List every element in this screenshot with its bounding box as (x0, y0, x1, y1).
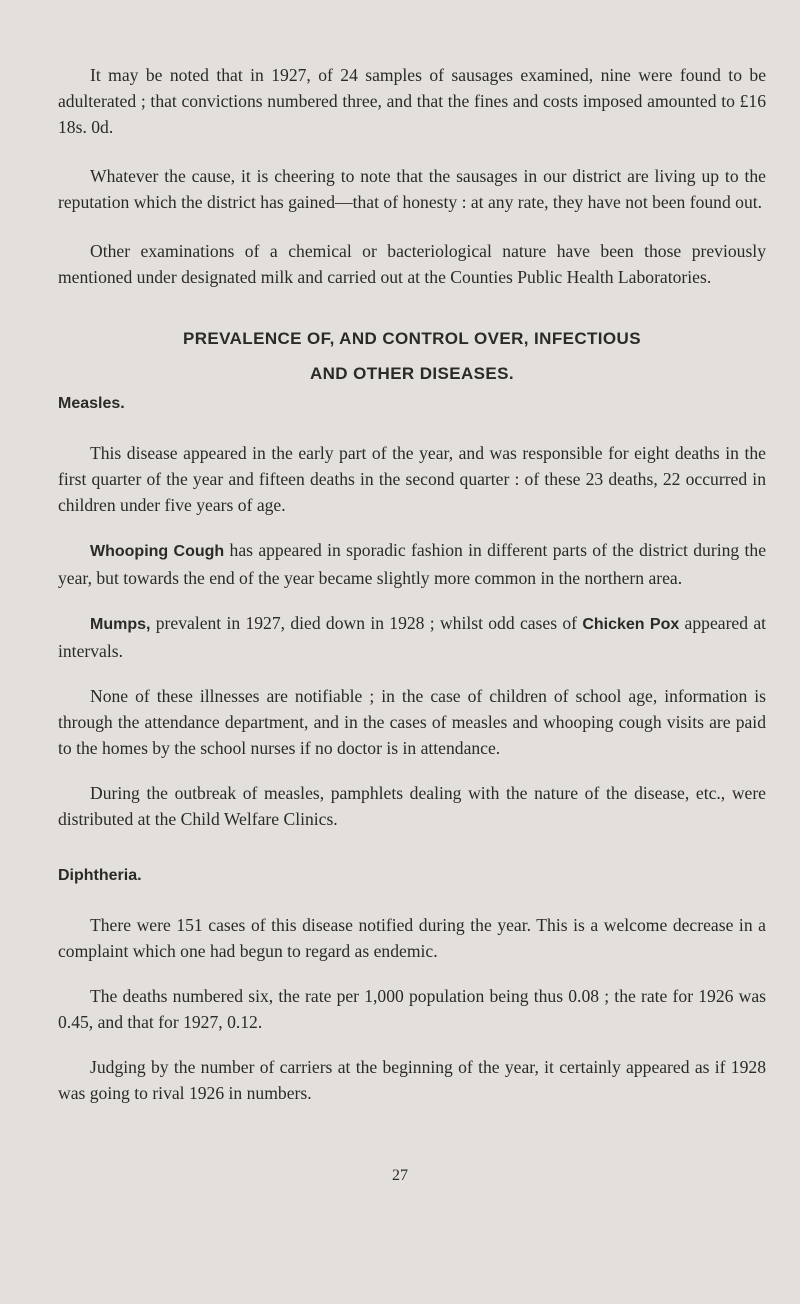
chicken-pox-lead: Chicken Pox (582, 616, 680, 633)
mumps-lead: Mumps, (90, 616, 151, 633)
paragraph-pamphlets: During the outbreak of measles, pamphlets dealing with the nature of the disease, etc., were distributed at the Child Welfare Clinics. (58, 783, 766, 829)
paragraph-measles-deaths: This disease appeared in the early part of the year, and was responsible for eight deaths in the first quarter of the year and fifteen deaths in the second quarter : of these 23 deaths, 22 occurred in children under five years of age. (58, 443, 766, 515)
mumps-text: prevalent in 1927, died down in 1928 ; whilst odd cases of (150, 613, 583, 633)
paragraph-notifiable: None of these illnesses are notifiable ; in the case of children of school age, information is through the attendance department, and in the cases of measles and whooping cough visits are paid to the homes by the school nurses if no doctor is in attendance. (58, 686, 766, 758)
paragraph-whooping-cough (58, 537, 766, 591)
section-heading-line1: PREVALENCE OF, AND CONTROL OVER, INFECTIOUS (183, 329, 641, 348)
paragraph-diphtheria-carriers: Judging by the number of carriers at the beginning of the year, it certainly appeared as if 1928 was going to rival 1926 in numbers. (58, 1057, 766, 1103)
paragraph-diphtheria-deaths: The deaths numbered six, the rate per 1,000 population being thus 0.08 ; the rate for 1926 was 0.45, and that for 1927, 0.12. (58, 986, 766, 1032)
paragraph-sausage-reputation: Whatever the cause, it is cheering to note that the sausages in our district are living up to the reputation which the district has gained—that of honesty : at any rate, they have not been found out. (58, 166, 766, 212)
chicken-pox-text: appeared at intervals. (58, 613, 767, 661)
section-heading (58, 321, 766, 391)
whooping-cough-lead: Whooping Cough (90, 543, 225, 560)
paragraph-sausage-samples: It may be noted that in 1927, of 24 samples of sausages examined, nine were found to be adulterated ; that convictions numbered three, and that the fines and costs imposed amounted to £16 18s. 0d. (58, 65, 766, 137)
paragraph-other-examinations: Other examinations of a chemical or bacteriological nature have been those previously mentioned under designated milk and carried out at the Counties Public Health Laboratories. (58, 241, 766, 287)
section-heading-line2: AND OTHER DISEASES. (309, 364, 515, 383)
whooping-cough-text: has appeared in sporadic fashion in different parts of the district during the year, but towards the end of the year became slightly more common in the northern area. (58, 540, 767, 588)
paragraph-mumps (58, 610, 766, 664)
paragraph-diphtheria-cases: There were 151 cases of this disease notified during the year. This is a welcome decrease in a complaint which one had begun to regard as endemic. (58, 915, 766, 961)
document-page (58, 62, 766, 1106)
measles-heading: Measles. (58, 395, 125, 412)
diphtheria-heading: Diphtheria. (58, 867, 142, 884)
page-number: 27 (392, 1167, 408, 1184)
